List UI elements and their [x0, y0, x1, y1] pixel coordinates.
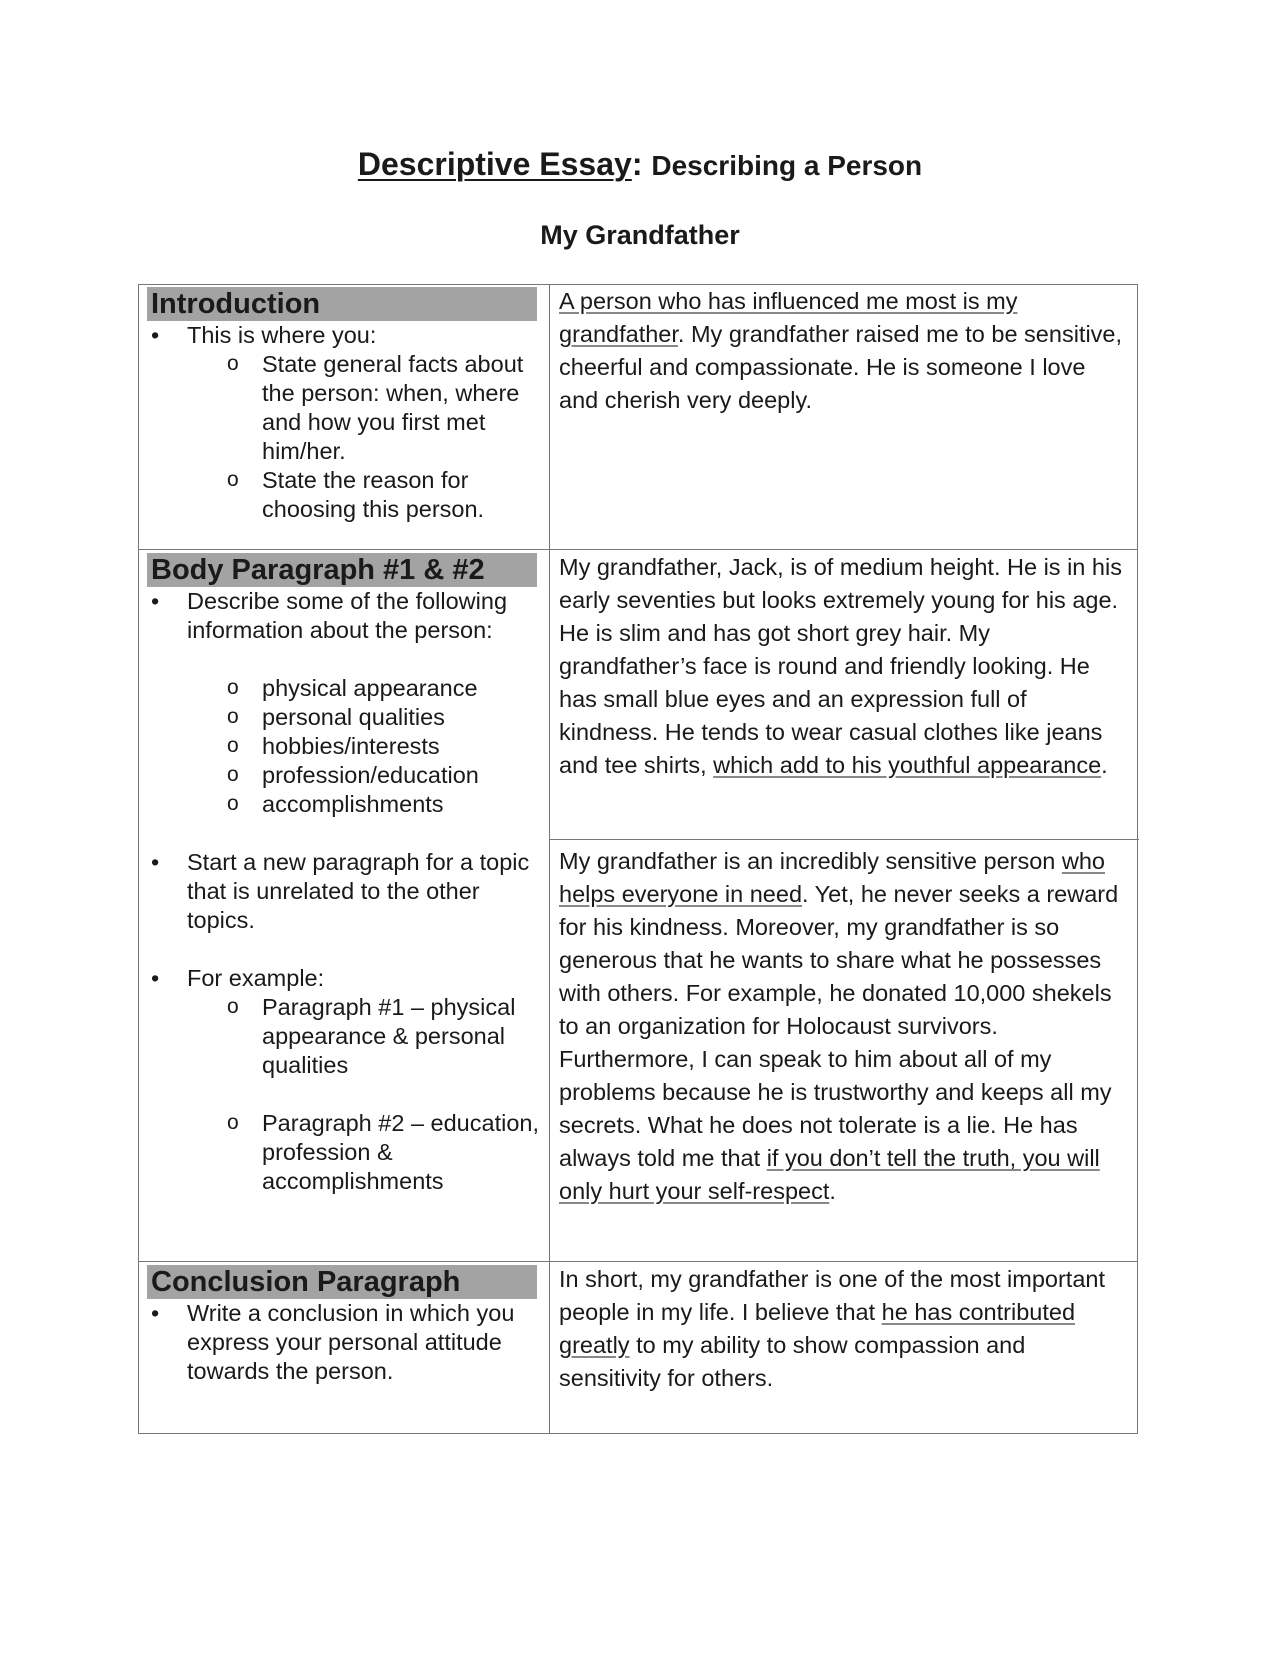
- document-title: [0, 146, 1280, 183]
- body-topic: o profession/education: [147, 761, 541, 790]
- title-main: Descriptive Essay: [357, 146, 632, 182]
- body-essay-1: [559, 551, 1131, 782]
- body-example: o Paragraph #1 – physical appearance & personal qualities: [147, 993, 541, 1080]
- body-guide: [147, 553, 541, 1196]
- body-essay-2-start: My grandfather is an incredibly sensitive person: [559, 848, 1062, 874]
- body-essay-2-middle: . Yet, he never seeks a reward for his kindness. Moreover, my grandfather is so generous that he wants to share what he possesses with others. For example, he donated 10,000 shekels to an organization for Holocaust survivors. Furthermore, I can speak to him about all of my problems because he is trustworthy and keeps all my secrets. What he does not tolerate is a lie. He has always told me that: [559, 881, 1119, 1171]
- body-topic: o accomplishments: [147, 790, 541, 819]
- body-essay-2-end: .: [829, 1178, 836, 1204]
- conclusion-guide: [147, 1265, 541, 1386]
- introduction-heading: Introduction: [147, 287, 537, 321]
- body-essay-2: [559, 845, 1131, 1208]
- introduction-essay: [559, 285, 1131, 417]
- body-bullet-new-paragraph: • Start a new paragraph for a topic that is unrelated to the other topics.: [147, 848, 541, 935]
- body-essay-1-text: My grandfather, Jack, is of medium height. He is in his early seventies but looks extremely young for his age. He is slim and has got short grey hair. My grandfather’s face is round and friendly looking. He has small blue eyes and an expression full of kindness. He tends to wear casual clothes like jeans and tee shirts,: [559, 554, 1122, 778]
- row-divider-body: [549, 839, 1139, 840]
- title-sub: Describing a Person: [651, 150, 923, 181]
- body-bullet-describe: • Describe some of the following information about the person:: [147, 587, 541, 645]
- conclusion-bullet: • Write a conclusion in which you express your personal attitude towards the person.: [147, 1299, 541, 1386]
- essay-outline-table: [138, 284, 1138, 1434]
- conclusion-heading: Conclusion Paragraph: [147, 1265, 537, 1299]
- introduction-guide: [147, 287, 541, 524]
- body-essay-1-underlined: which add to his youthful appearance: [713, 752, 1102, 778]
- body-example: o Paragraph #2 – education, profession & accomplishments: [147, 1109, 541, 1196]
- conclusion-essay: [559, 1263, 1131, 1395]
- introduction-subitem: o State general facts about the person: when, where and how you first met him/her.: [147, 350, 541, 466]
- body-bullet-example: • For example:: [147, 964, 541, 993]
- introduction-bullet: • This is where you:: [147, 321, 541, 350]
- row-divider-intro: [139, 549, 1137, 550]
- body-essay-2-underlined-2: if you don’t tell the truth, you will only hurt your self-respect: [559, 1145, 1100, 1204]
- body-essay-1-end: .: [1101, 752, 1108, 778]
- introduction-thesis: A person who has influenced me most is my grandfather: [559, 288, 1018, 347]
- introduction-subitem: o State the reason for choosing this person.: [147, 466, 541, 524]
- conclusion-end: to my ability to show compassion and sensitivity for others.: [559, 1332, 1026, 1391]
- body-essay-2-underlined-1: who helps everyone in need: [559, 848, 1106, 907]
- body-topic: o personal qualities: [147, 703, 541, 732]
- conclusion-underlined: he has contributed greatly: [559, 1299, 1076, 1358]
- title-colon: :: [631, 146, 643, 182]
- body-topic: o hobbies/interests: [147, 732, 541, 761]
- essay-subtitle: My Grandfather: [540, 220, 740, 250]
- introduction-text: . My grandfather raised me to be sensitive, cheerful and compassionate. He is someone I love and cherish very deeply.: [559, 321, 1123, 413]
- row-divider-conclusion: [139, 1261, 1137, 1262]
- body-topic: o physical appearance: [147, 674, 541, 703]
- conclusion-start: In short, my grandfather is one of the most important people in my life. I believe that: [559, 1266, 1105, 1325]
- body-heading: Body Paragraph #1 & #2: [147, 553, 537, 587]
